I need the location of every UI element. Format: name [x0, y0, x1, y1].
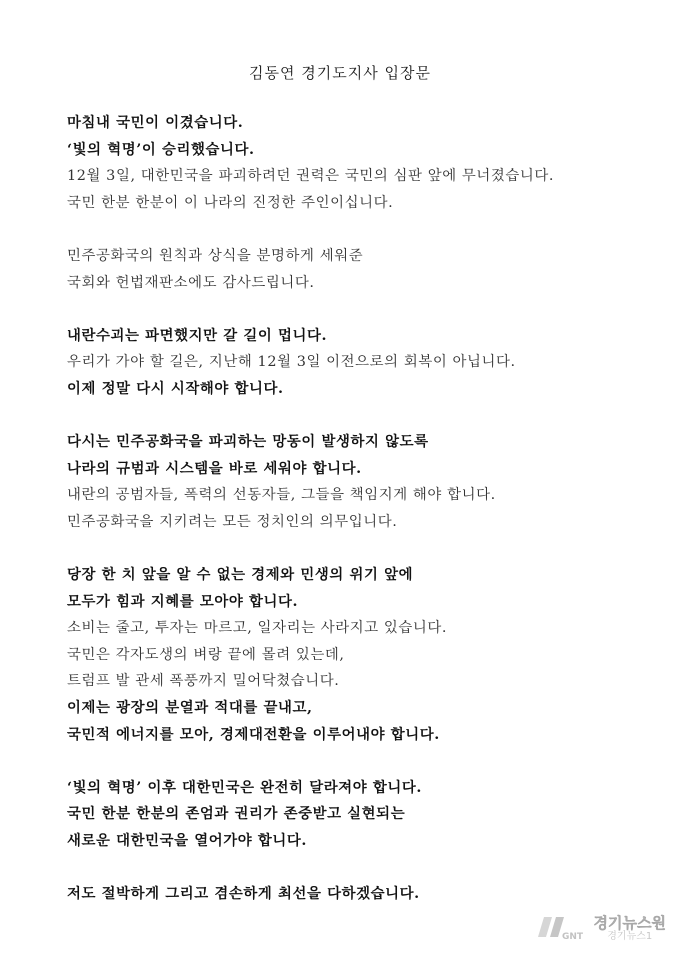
watermark-main-text: 경기뉴스원 [593, 913, 666, 932]
paragraph [67, 429, 647, 535]
paragraph-gap [67, 855, 647, 882]
paragraph [67, 110, 647, 216]
statement-line: 당장 한 치 앞을 알 수 없는 경제와 민생의 위기 앞에 [67, 566, 414, 584]
statement-line: 내란의 공범자들, 폭력의 선동자들, 그들을 책임지게 해야 합니다. [67, 487, 496, 504]
paragraph [67, 775, 647, 855]
statement-line: 국민은 각자도생의 벼랑 끝에 몰려 있는데, [67, 646, 345, 663]
statement-line: 국민적 에너지를 모아, 경제대전환을 이루어내야 합니다. [67, 725, 440, 743]
statement-line: 국회와 헌법재판소에도 감사드립니다. [67, 274, 315, 291]
watermark [538, 915, 666, 943]
paragraph-gap [67, 296, 647, 323]
statement-line: 트럼프 발 관세 폭풍까지 밀어닥쳤습니다. [67, 673, 340, 690]
statement-line: 다시는 민주공화국을 파괴하는 망동이 발생하지 않도록 [67, 433, 429, 451]
news-logo-icon [538, 915, 590, 941]
paragraph [67, 562, 647, 748]
statement-line: 12월 3일, 대한민국을 파괴하려던 권력은 국민의 심판 앞에 무너졌습니다. [67, 168, 555, 185]
paragraph [67, 881, 647, 908]
statement-line: 이제 정말 다시 시작해야 합니다. [67, 379, 284, 397]
statement-line: 마침내 국민이 이겼습니다. [67, 114, 244, 131]
statement-line: 내란수괴는 파면했지만 갈 길이 멉니다. [67, 326, 328, 344]
statement-line: 이제는 광장의 분열과 적대를 끝내고, [67, 699, 313, 717]
statement-line: 새로운 대한민국을 열어가야 합니다. [67, 832, 307, 850]
statement-line: 나라의 규범과 시스템을 바로 세워야 합니다. [67, 459, 362, 477]
statement-line: 국민 한분 한분이 이 나라의 진정한 주인이십니다. [67, 194, 394, 211]
statement-line: 저도 절박하게 그리고 겸손하게 최선을 다하겠습니다. [67, 885, 420, 903]
paragraph [67, 323, 647, 403]
statement-line: 모두가 힘과 지혜를 모아야 합니다. [67, 592, 299, 610]
paragraph-gap [67, 748, 647, 775]
watermark-sub-text: 경기뉴스1 [607, 931, 653, 942]
statement-body [67, 110, 647, 908]
statement-line: 우리가 가야 할 길은, 지난해 12월 3일 이전으로의 회복이 아닙니다. [67, 354, 516, 371]
statement-line: 국민 한분 한분의 존엄과 권리가 존중받고 실현되는 [67, 805, 406, 823]
statement-line: 민주공화국의 원칙과 상식을 분명하게 세워준 [67, 247, 364, 264]
statement-line: ‘빛의 혁명’ 이후 대한민국은 완전히 달라져야 합니다. [67, 778, 423, 796]
statement-line: ‘빛의 혁명’이 승리했습니다. [67, 140, 255, 158]
paragraph-gap [67, 216, 647, 243]
statement-line: 소비는 줄고, 투자는 마르고, 일자리는 사라지고 있습니다. [67, 620, 448, 637]
statement-line: 민주공화국을 지키려는 모든 정치인의 의무입니다. [67, 513, 398, 530]
document-title: 김동연 경기도지사 입장문 [249, 64, 431, 82]
watermark-logo-text: GNT [561, 932, 583, 942]
paragraph [67, 243, 647, 296]
paragraph-gap [67, 403, 647, 430]
paragraph-gap [67, 536, 647, 563]
